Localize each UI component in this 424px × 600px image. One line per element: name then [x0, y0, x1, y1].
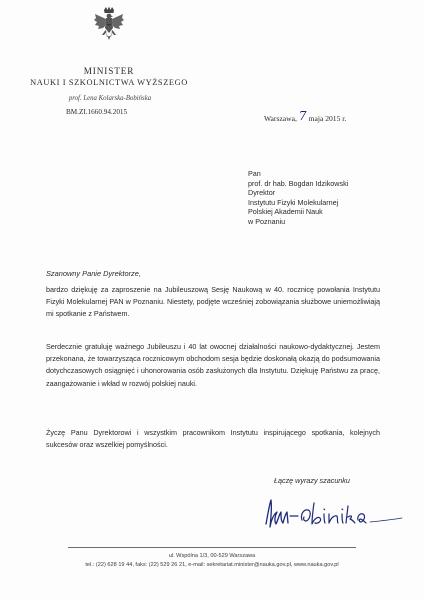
- footer-address: ul. Wspólna 1/3, 00-529 Warszawa: [168, 553, 256, 559]
- paragraph-3: Życzę Panu Dyrektorowi i wszystkim pracownikom Instytutu inspirującego spotkania, kolejnych sukcesów oraz wszelkiej pomyślności.: [46, 428, 380, 450]
- minister-title: MINISTER: [83, 66, 135, 76]
- handwritten-signature: [262, 494, 408, 534]
- ministry-name: NAUKI I SZKOLNICTWA WYŻSZEGO: [30, 78, 188, 87]
- addressee-block: [248, 169, 348, 227]
- addressee-line: Polskiej Akademii Nauk: [248, 207, 323, 217]
- addressee-line: prof. dr hab. Bogdan Idzikowski: [248, 178, 349, 188]
- salutation: Szanowny Panie Dyrektorze,: [46, 269, 141, 278]
- white-eagle-emblem-icon: [93, 6, 125, 48]
- closing-phrase: Łączę wyrazy szacunku: [274, 476, 350, 485]
- date-day-handwritten: 7: [298, 109, 307, 123]
- place-and-date: [264, 110, 346, 124]
- footer-contact: tel.: (22) 628 19 44, faks: (22) 529 26 21, e-mail: sekretariat.minister@nauka.gov.pl, www.nauka.gov.pl: [85, 562, 339, 568]
- addressee-line: Dyrektor: [248, 188, 276, 198]
- paragraph-1: bardzo dziękuję za zaproszenie na Jubileuszową Sesję Naukową w 40. rocznicę powołania Instytutu Fizyki Molekularnej PAN w Poznaniu. Niestety, podjęte wcześniej zobowiązania służbowe uniemożliwiają mi spotkanie z Państwem.: [46, 285, 380, 319]
- paragraph-2: Serdecznie gratuluję ważnego Jubileuszu i 40 lat owocnej działalności naukowo-dydaktycznej. Jestem przekonana, że towarzysząca rocznicowym obchodom sesja będzie doskonałą okazją do podsumowania dotychczasowych osiągnięć i uhonorowania osób zasłużonych dla Instytutu. Dziękuję Państwu za pracę, zaangażowanie i wkład w rozwój polskiej nauki.: [46, 342, 380, 388]
- minister-name: prof. Lena Kolarska-Bobińska: [68, 95, 152, 102]
- reference-number: BM.ZI.1660.94.2015: [66, 108, 128, 116]
- addressee-line: w Poznaniu: [248, 216, 286, 226]
- date-month-year: maja 2015 r.: [308, 114, 347, 123]
- addressee-line: Instytutu Fizyki Molekularnej: [248, 197, 339, 207]
- addressee-line: Pan: [248, 169, 261, 178]
- footer-divider: [68, 547, 356, 548]
- date-place: Warszawa,: [264, 114, 297, 123]
